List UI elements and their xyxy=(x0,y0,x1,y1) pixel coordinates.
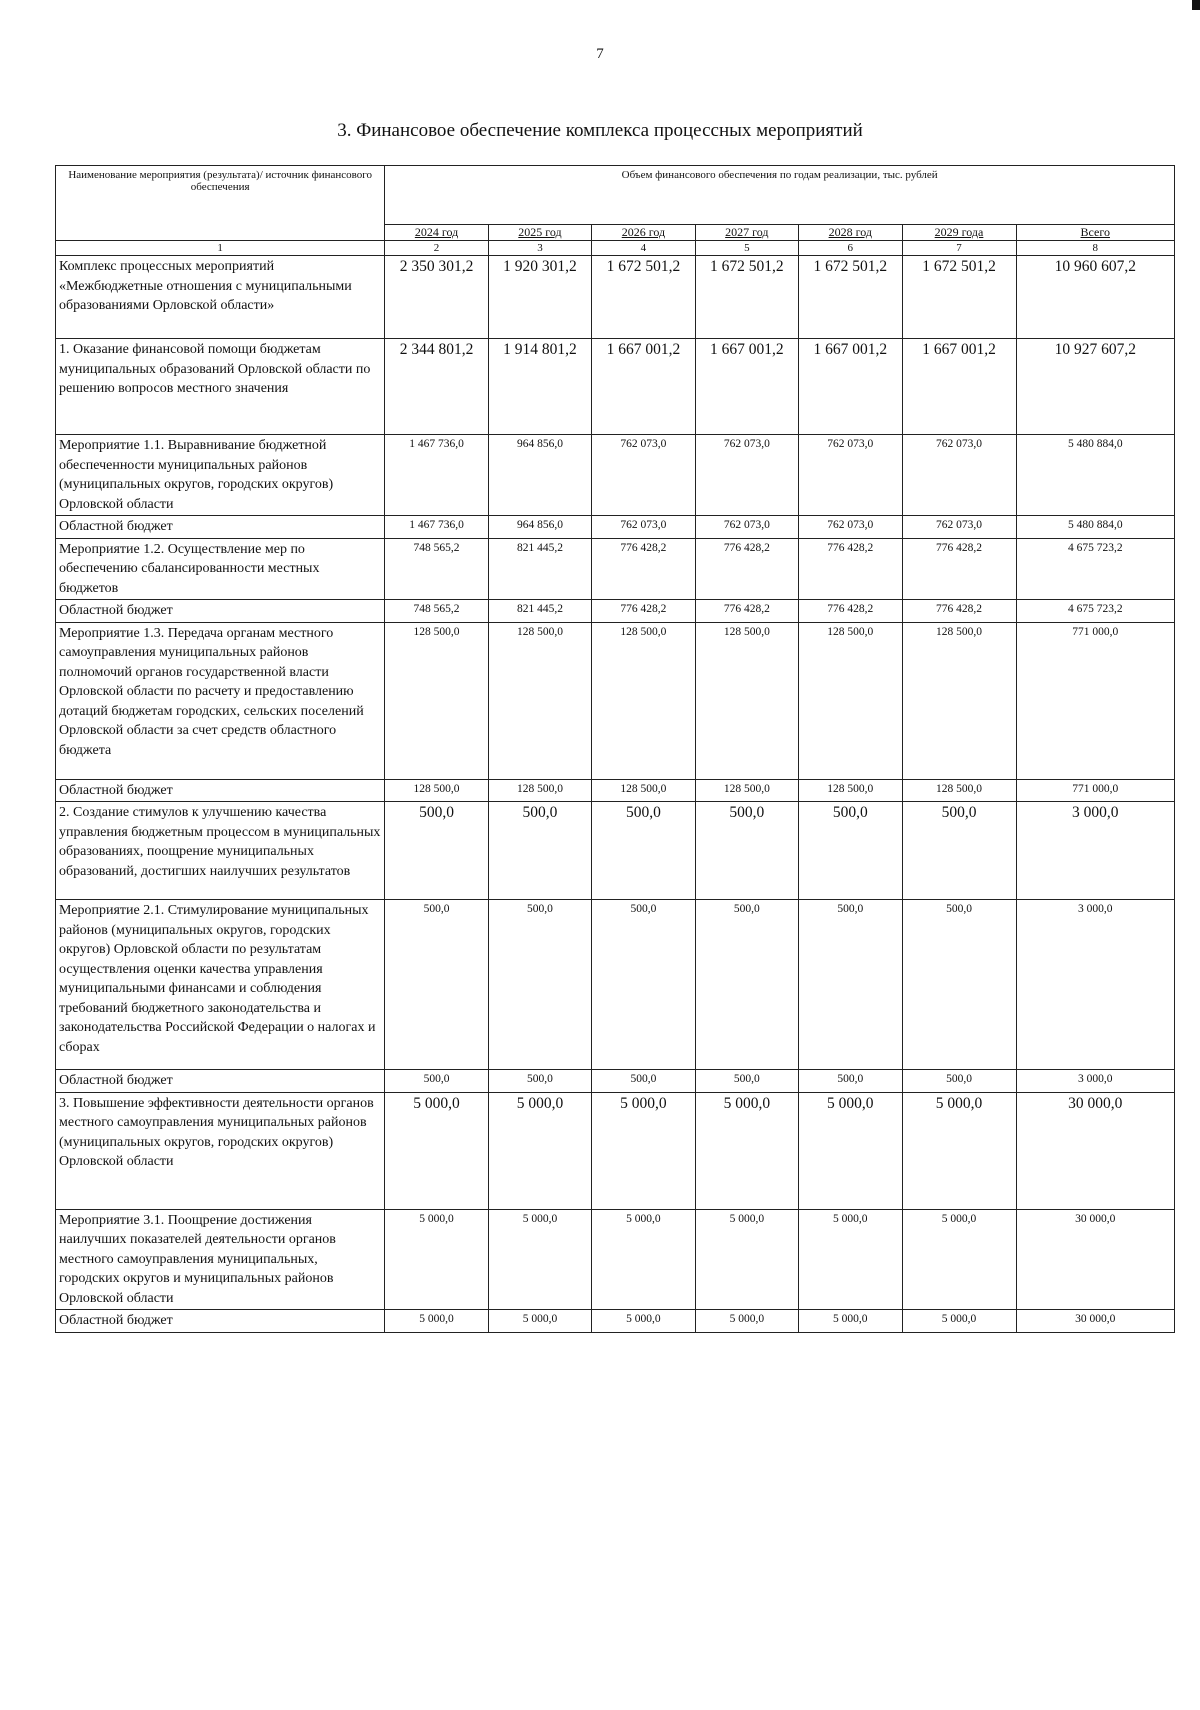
header-volume-column: Объем финансового обеспечения по годам реализации, тыс. рублей xyxy=(385,166,1175,225)
row-year-value: 5 000,0 xyxy=(799,1092,902,1209)
row-year-value: 2 344 801,2 xyxy=(385,339,488,435)
row-year-value: 128 500,0 xyxy=(592,779,695,802)
row-year-value: 500,0 xyxy=(385,1070,488,1093)
financing-table xyxy=(55,165,1175,1333)
row-year-value: 500,0 xyxy=(695,900,798,1070)
row-total-value: 30 000,0 xyxy=(1016,1092,1174,1209)
row-year-value: 128 500,0 xyxy=(902,779,1016,802)
row-year-value: 500,0 xyxy=(695,802,798,900)
row-year-value: 776 428,2 xyxy=(799,538,902,600)
row-year-value: 1 467 736,0 xyxy=(385,516,488,539)
row-total-value: 3 000,0 xyxy=(1016,900,1174,1070)
row-name: 1. Оказание финансовой помощи бюджетам муниципальных образований Орловской области по решению вопросов местного значения xyxy=(56,339,385,435)
header-row xyxy=(56,166,1175,225)
row-year-value: 762 073,0 xyxy=(695,435,798,516)
column-number: 6 xyxy=(799,241,902,256)
row-total-value: 771 000,0 xyxy=(1016,622,1174,779)
row-year-value: 5 000,0 xyxy=(592,1092,695,1209)
row-year-value: 776 428,2 xyxy=(799,600,902,623)
row-year-value: 5 000,0 xyxy=(488,1209,591,1310)
row-total-value: 5 480 884,0 xyxy=(1016,516,1174,539)
row-year-value: 1 667 001,2 xyxy=(799,339,902,435)
row-total-value: 30 000,0 xyxy=(1016,1209,1174,1310)
row-total-value: 4 675 723,2 xyxy=(1016,538,1174,600)
page-title: 3. Финансовое обеспечение комплекса процессных мероприятий xyxy=(337,120,863,141)
row-total-value: 30 000,0 xyxy=(1016,1310,1174,1333)
row-year-value: 128 500,0 xyxy=(902,622,1016,779)
column-number: 2 xyxy=(385,241,488,256)
row-name: 2. Создание стимулов к улучшению качества управления бюджетным процессом в муниципальных образованиях, поощрение муниципальных образований, достигших наилучших результатов xyxy=(56,802,385,900)
row-name: Мероприятие 1.2. Осуществление мер по обеспечению сбалансированности местных бюджетов xyxy=(56,538,385,600)
row-year-value: 748 565,2 xyxy=(385,600,488,623)
row-year-value: 5 000,0 xyxy=(695,1310,798,1333)
row-year-value: 128 500,0 xyxy=(385,622,488,779)
table-row xyxy=(56,600,1175,623)
row-year-value: 762 073,0 xyxy=(902,435,1016,516)
row-year-value: 1 467 736,0 xyxy=(385,435,488,516)
row-year-value: 5 000,0 xyxy=(695,1092,798,1209)
row-year-value: 1 672 501,2 xyxy=(799,256,902,339)
table-row xyxy=(56,435,1175,516)
header-year-2024: 2024 год xyxy=(385,225,488,241)
row-year-value: 1 672 501,2 xyxy=(695,256,798,339)
row-name: Областной бюджет xyxy=(56,779,385,802)
table-row xyxy=(56,622,1175,779)
row-year-value: 2 350 301,2 xyxy=(385,256,488,339)
table-row xyxy=(56,339,1175,435)
row-year-value: 500,0 xyxy=(695,1070,798,1093)
row-year-value: 762 073,0 xyxy=(902,516,1016,539)
row-year-value: 5 000,0 xyxy=(902,1310,1016,1333)
row-name: Областной бюджет xyxy=(56,1310,385,1333)
row-year-value: 500,0 xyxy=(592,802,695,900)
row-year-value: 500,0 xyxy=(488,900,591,1070)
column-number: 3 xyxy=(488,241,591,256)
row-name: 3. Повышение эффективности деятельности органов местного самоуправления муниципальных районов (муниципальных округов, городских округов) Орловской области xyxy=(56,1092,385,1209)
row-total-value: 10 927 607,2 xyxy=(1016,339,1174,435)
row-year-value: 128 500,0 xyxy=(695,622,798,779)
row-name: Мероприятие 1.1. Выравнивание бюджетной обеспеченности муниципальных районов (муниципальных округов, городских округов) Орловской области xyxy=(56,435,385,516)
table-row xyxy=(56,538,1175,600)
row-year-value: 5 000,0 xyxy=(799,1310,902,1333)
row-year-value: 500,0 xyxy=(592,900,695,1070)
row-year-value: 500,0 xyxy=(902,900,1016,1070)
row-year-value: 776 428,2 xyxy=(592,600,695,623)
row-name: Областной бюджет xyxy=(56,600,385,623)
row-year-value: 128 500,0 xyxy=(488,622,591,779)
row-year-value: 5 000,0 xyxy=(592,1310,695,1333)
row-name: Мероприятие 3.1. Поощрение достижения наилучших показателей деятельности органов местного самоуправления муниципальных, городских округов и муниципальных районов Орловской области xyxy=(56,1209,385,1310)
row-year-value: 776 428,2 xyxy=(695,538,798,600)
column-number: 8 xyxy=(1016,241,1174,256)
row-year-value: 5 000,0 xyxy=(799,1209,902,1310)
row-name: Областной бюджет xyxy=(56,1070,385,1093)
row-total-value: 10 960 607,2 xyxy=(1016,256,1174,339)
row-year-value: 1 914 801,2 xyxy=(488,339,591,435)
header-year-2026: 2026 год xyxy=(592,225,695,241)
row-year-value: 964 856,0 xyxy=(488,516,591,539)
row-name: Комплекс процессных мероприятий «Межбюджетные отношения с муниципальными образованиями Орловской области» xyxy=(56,256,385,339)
row-year-value: 5 000,0 xyxy=(902,1092,1016,1209)
row-year-value: 500,0 xyxy=(385,900,488,1070)
row-year-value: 776 428,2 xyxy=(902,600,1016,623)
header-year-2028: 2028 год xyxy=(799,225,902,241)
row-year-value: 128 500,0 xyxy=(695,779,798,802)
table-row xyxy=(56,1310,1175,1333)
row-year-value: 500,0 xyxy=(385,802,488,900)
column-numbers-row xyxy=(56,241,1175,256)
row-year-value: 500,0 xyxy=(799,900,902,1070)
row-year-value: 1 920 301,2 xyxy=(488,256,591,339)
row-total-value: 3 000,0 xyxy=(1016,1070,1174,1093)
table-row xyxy=(56,256,1175,339)
table-row xyxy=(56,1070,1175,1093)
header-total: Всего xyxy=(1016,225,1174,241)
table-row xyxy=(56,1092,1175,1209)
row-year-value: 5 000,0 xyxy=(385,1209,488,1310)
row-year-value: 762 073,0 xyxy=(592,435,695,516)
row-year-value: 5 000,0 xyxy=(592,1209,695,1310)
row-year-value: 128 500,0 xyxy=(385,779,488,802)
table-row xyxy=(56,516,1175,539)
row-year-value: 500,0 xyxy=(799,802,902,900)
row-year-value: 776 428,2 xyxy=(592,538,695,600)
row-year-value: 500,0 xyxy=(488,802,591,900)
row-total-value: 771 000,0 xyxy=(1016,779,1174,802)
row-year-value: 776 428,2 xyxy=(902,538,1016,600)
table-row xyxy=(56,1209,1175,1310)
row-year-value: 500,0 xyxy=(799,1070,902,1093)
header-year-2027: 2027 год xyxy=(695,225,798,241)
row-year-value: 5 000,0 xyxy=(488,1310,591,1333)
column-number: 1 xyxy=(56,241,385,256)
column-number: 7 xyxy=(902,241,1016,256)
column-number: 5 xyxy=(695,241,798,256)
row-year-value: 5 000,0 xyxy=(488,1092,591,1209)
row-year-value: 5 000,0 xyxy=(695,1209,798,1310)
row-name: Областной бюджет xyxy=(56,516,385,539)
row-total-value: 3 000,0 xyxy=(1016,802,1174,900)
row-year-value: 964 856,0 xyxy=(488,435,591,516)
scan-corner-mark xyxy=(1192,0,1200,10)
table-row xyxy=(56,802,1175,900)
row-year-value: 1 667 001,2 xyxy=(695,339,798,435)
row-year-value: 500,0 xyxy=(902,802,1016,900)
header-year-2029: 2029 года xyxy=(902,225,1016,241)
column-number: 4 xyxy=(592,241,695,256)
row-year-value: 762 073,0 xyxy=(799,435,902,516)
row-year-value: 128 500,0 xyxy=(592,622,695,779)
row-year-value: 1 672 501,2 xyxy=(592,256,695,339)
row-year-value: 5 000,0 xyxy=(902,1209,1016,1310)
page-number: 7 xyxy=(596,46,604,62)
row-year-value: 5 000,0 xyxy=(385,1310,488,1333)
row-total-value: 5 480 884,0 xyxy=(1016,435,1174,516)
row-year-value: 500,0 xyxy=(592,1070,695,1093)
row-year-value: 500,0 xyxy=(488,1070,591,1093)
header-year-2025: 2025 год xyxy=(488,225,591,241)
table-row xyxy=(56,900,1175,1070)
row-year-value: 128 500,0 xyxy=(799,779,902,802)
row-year-value: 762 073,0 xyxy=(695,516,798,539)
row-name: Мероприятие 2.1. Стимулирование муниципальных районов (муниципальных округов, городских округов) Орловской области по результатам осуществления оценки качества управления муниципальными финансами и соблюдения требований бюджетного законодательства и законодательства Российской Федерации о налогах и сборах xyxy=(56,900,385,1070)
header-name-column: Наименование мероприятия (результата)/ источник финансового обеспечения xyxy=(56,166,385,241)
row-year-value: 128 500,0 xyxy=(488,779,591,802)
row-year-value: 776 428,2 xyxy=(695,600,798,623)
row-year-value: 821 445,2 xyxy=(488,538,591,600)
row-year-value: 500,0 xyxy=(902,1070,1016,1093)
row-year-value: 5 000,0 xyxy=(385,1092,488,1209)
row-year-value: 1 667 001,2 xyxy=(592,339,695,435)
row-year-value: 762 073,0 xyxy=(799,516,902,539)
table-row xyxy=(56,779,1175,802)
row-year-value: 1 672 501,2 xyxy=(902,256,1016,339)
row-year-value: 821 445,2 xyxy=(488,600,591,623)
row-year-value: 762 073,0 xyxy=(592,516,695,539)
row-total-value: 4 675 723,2 xyxy=(1016,600,1174,623)
row-year-value: 1 667 001,2 xyxy=(902,339,1016,435)
row-year-value: 128 500,0 xyxy=(799,622,902,779)
row-name: Мероприятие 1.3. Передача органам местного самоуправления муниципальных районов полномочий органов государственной власти Орловской области по расчету и предоставлению дотаций бюджетам городских, сельских поселений Орловской области за счет средств областного бюджета xyxy=(56,622,385,779)
row-year-value: 748 565,2 xyxy=(385,538,488,600)
